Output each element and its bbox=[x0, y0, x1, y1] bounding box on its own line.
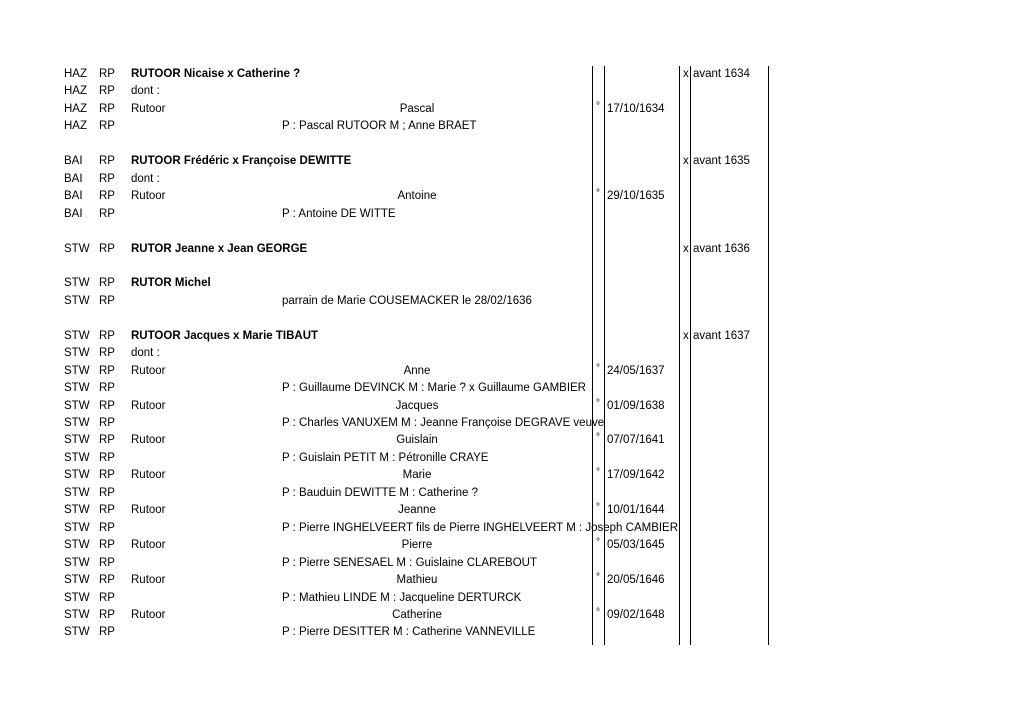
parish-code: STW bbox=[64, 626, 90, 639]
register-row bbox=[0, 118, 1024, 135]
child-given-name: Pascal bbox=[399, 102, 435, 115]
register-row bbox=[0, 345, 1024, 362]
child-surname: Rutoor bbox=[131, 434, 166, 447]
register-row bbox=[0, 206, 1024, 223]
child-surname: Rutoor bbox=[131, 190, 166, 203]
birth-date: 24/05/1637 bbox=[607, 364, 665, 377]
parish-code: STW bbox=[64, 451, 90, 464]
couple-heading: RUTOOR Jacques x Marie TIBAUT bbox=[131, 329, 319, 342]
child-given-name: Marie bbox=[402, 469, 432, 482]
record-code: RP bbox=[99, 120, 115, 133]
parish-code: STW bbox=[64, 591, 90, 604]
couple-heading: RUTOOR Frédéric x Françoise DEWITTE bbox=[131, 155, 352, 168]
register-row bbox=[0, 572, 1024, 589]
godparents-note: P : Charles VANUXEM M : Jeanne Françoise DEGRAVE veuve bbox=[282, 417, 605, 429]
record-code: RP bbox=[99, 591, 115, 604]
birth-date: 05/03/1645 bbox=[607, 539, 665, 552]
register-row bbox=[0, 520, 1024, 537]
child-surname: Rutoor bbox=[131, 608, 166, 621]
birth-date: 01/09/1638 bbox=[607, 399, 665, 412]
parish-code: STW bbox=[64, 608, 90, 621]
godparents-note: P : Antoine DE WITTE bbox=[282, 207, 396, 220]
child-given-name: Guislain bbox=[396, 434, 438, 447]
birth-date: 17/09/1642 bbox=[607, 469, 665, 482]
record-code: RP bbox=[99, 207, 115, 220]
register-row bbox=[0, 275, 1024, 292]
birth-mark: ° bbox=[596, 537, 600, 549]
parish-code: HAZ bbox=[64, 120, 87, 133]
godparents-note: P : Mathieu LINDE M : Jacqueline DERTURCK bbox=[282, 591, 522, 604]
parish-code: HAZ bbox=[64, 85, 87, 98]
parish-code: STW bbox=[64, 504, 90, 517]
birth-mark: ° bbox=[596, 362, 600, 374]
parish-code: STW bbox=[64, 469, 90, 482]
record-code: RP bbox=[99, 556, 115, 569]
record-code: RP bbox=[99, 190, 115, 203]
register-row bbox=[0, 467, 1024, 484]
record-code: RP bbox=[99, 364, 115, 377]
birth-mark: ° bbox=[596, 188, 600, 200]
godparents-note: P : Pierre SENESAEL M : Guislaine CLAREBOUT bbox=[282, 556, 538, 569]
register-row bbox=[0, 293, 1024, 310]
record-code: RP bbox=[99, 399, 115, 412]
record-code: RP bbox=[99, 329, 115, 342]
children-intro: dont : bbox=[131, 172, 160, 185]
register-row bbox=[0, 624, 1024, 641]
marriage-date: avant 1637 bbox=[693, 329, 750, 342]
child-surname: Rutoor bbox=[131, 574, 166, 587]
record-code: RP bbox=[99, 504, 115, 517]
parish-code: STW bbox=[64, 434, 90, 447]
child-given-name: Antoine bbox=[397, 190, 437, 203]
marriage-mark: x bbox=[683, 68, 689, 80]
record-code: RP bbox=[99, 102, 115, 115]
register-row bbox=[0, 380, 1024, 397]
couple-heading: RUTOR Michel bbox=[131, 277, 211, 290]
register-row bbox=[0, 153, 1024, 170]
record-code: RP bbox=[99, 451, 115, 464]
birth-mark: ° bbox=[596, 606, 600, 618]
couple-heading: RUTOOR Nicaise x Catherine ? bbox=[131, 68, 301, 80]
register-row bbox=[0, 537, 1024, 554]
parish-code: STW bbox=[64, 294, 90, 307]
godparents-note: P : Pierre DESITTER M : Catherine VANNEVILLE bbox=[282, 626, 536, 639]
register-row bbox=[0, 432, 1024, 449]
parish-code: STW bbox=[64, 521, 90, 534]
child-given-name: Mathieu bbox=[396, 574, 438, 587]
record-code: RP bbox=[99, 434, 115, 447]
child-given-name: Jacques bbox=[395, 399, 439, 412]
birth-date: 07/07/1641 bbox=[607, 434, 665, 447]
record-code: RP bbox=[99, 469, 115, 482]
godparents-note: P : Bauduin DEWITTE M : Catherine ? bbox=[282, 486, 479, 499]
godparents-note: P : Guillaume DEVINCK M : Marie ? x Guillaume GAMBIER bbox=[282, 382, 586, 395]
register-row bbox=[0, 241, 1024, 258]
parish-code: STW bbox=[64, 347, 90, 360]
register-row bbox=[0, 555, 1024, 572]
parish-code: STW bbox=[64, 277, 90, 290]
child-given-name: Pierre bbox=[401, 539, 433, 552]
birth-date: 09/02/1648 bbox=[607, 608, 665, 621]
godparents-note: P : Pierre INGHELVEERT fils de Pierre INGHELVEERT M : Joseph CAMBIER bbox=[282, 521, 679, 534]
parish-code: STW bbox=[64, 364, 90, 377]
register-row bbox=[0, 450, 1024, 467]
child-surname: Rutoor bbox=[131, 504, 166, 517]
marriage-date: avant 1634 bbox=[693, 68, 750, 80]
child-surname: Rutoor bbox=[131, 102, 166, 115]
birth-date: 17/10/1634 bbox=[607, 102, 665, 115]
parish-code: BAI bbox=[64, 155, 83, 168]
record-code: RP bbox=[99, 417, 115, 429]
birth-date: 20/05/1646 bbox=[607, 574, 665, 587]
birth-mark: ° bbox=[596, 432, 600, 444]
parish-code: BAI bbox=[64, 207, 83, 220]
register-row bbox=[0, 66, 1024, 83]
parish-code: BAI bbox=[64, 190, 83, 203]
parish-code: STW bbox=[64, 574, 90, 587]
marriage-mark: x bbox=[683, 242, 689, 255]
register-row bbox=[0, 363, 1024, 380]
record-code: RP bbox=[99, 626, 115, 639]
register-row bbox=[0, 188, 1024, 205]
register-row bbox=[0, 485, 1024, 502]
child-surname: Rutoor bbox=[131, 469, 166, 482]
children-intro: dont : bbox=[131, 85, 160, 98]
record-code: RP bbox=[99, 608, 115, 621]
register-row bbox=[0, 590, 1024, 607]
child-surname: Rutoor bbox=[131, 399, 166, 412]
register-row bbox=[0, 83, 1024, 100]
godparents-note: P : Guislain PETIT M : Pétronille CRAYE bbox=[282, 451, 489, 464]
parish-code: STW bbox=[64, 242, 90, 255]
record-code: RP bbox=[99, 539, 115, 552]
godparents-note: P : Pascal RUTOOR M ; Anne BRAET bbox=[282, 120, 477, 133]
record-code: RP bbox=[99, 277, 115, 290]
record-code: RP bbox=[99, 294, 115, 307]
blank-row bbox=[0, 310, 1024, 327]
couple-heading: RUTOR Jeanne x Jean GEORGE bbox=[131, 242, 308, 255]
birth-date: 29/10/1635 bbox=[607, 190, 665, 203]
parish-code: HAZ bbox=[64, 102, 87, 115]
register-row bbox=[0, 328, 1024, 345]
record-code: RP bbox=[99, 521, 115, 534]
record-code: RP bbox=[99, 347, 115, 360]
register-row bbox=[0, 171, 1024, 188]
parish-code: STW bbox=[64, 539, 90, 552]
child-surname: Rutoor bbox=[131, 539, 166, 552]
birth-mark: ° bbox=[596, 572, 600, 584]
record-code: RP bbox=[99, 242, 115, 255]
record-code: RP bbox=[99, 486, 115, 499]
marriage-mark: x bbox=[683, 155, 689, 168]
record-code: RP bbox=[99, 68, 115, 80]
register-row bbox=[0, 398, 1024, 415]
register-row bbox=[0, 101, 1024, 118]
parish-code: STW bbox=[64, 329, 90, 342]
birth-mark: ° bbox=[596, 502, 600, 514]
child-given-name: Anne bbox=[403, 364, 431, 377]
parish-code: STW bbox=[64, 486, 90, 499]
record-code: RP bbox=[99, 382, 115, 395]
child-given-name: Jeanne bbox=[398, 504, 436, 517]
blank-row bbox=[0, 223, 1024, 240]
parish-code: STW bbox=[64, 382, 90, 395]
register-row bbox=[0, 415, 1024, 432]
parish-code: STW bbox=[64, 399, 90, 412]
record-code: RP bbox=[99, 172, 115, 185]
parish-code: HAZ bbox=[64, 68, 87, 80]
register-row bbox=[0, 502, 1024, 519]
record-code: RP bbox=[99, 85, 115, 98]
marriage-mark: x bbox=[683, 329, 689, 342]
godparents-note: parrain de Marie COUSEMACKER le 28/02/1636 bbox=[282, 294, 532, 307]
register-row bbox=[0, 607, 1024, 624]
marriage-date: avant 1635 bbox=[693, 155, 750, 168]
child-surname: Rutoor bbox=[131, 364, 166, 377]
children-intro: dont : bbox=[131, 347, 160, 360]
child-given-name: Catherine bbox=[392, 608, 442, 621]
parish-code: BAI bbox=[64, 172, 83, 185]
parish-code: STW bbox=[64, 417, 90, 429]
record-code: RP bbox=[99, 574, 115, 587]
blank-row bbox=[0, 136, 1024, 153]
birth-mark: ° bbox=[596, 467, 600, 479]
marriage-date: avant 1636 bbox=[693, 242, 750, 255]
birth-date: 10/01/1644 bbox=[607, 504, 665, 517]
birth-mark: ° bbox=[596, 100, 600, 112]
birth-mark: ° bbox=[596, 397, 600, 409]
parish-code: STW bbox=[64, 556, 90, 569]
blank-row bbox=[0, 258, 1024, 275]
record-code: RP bbox=[99, 155, 115, 168]
